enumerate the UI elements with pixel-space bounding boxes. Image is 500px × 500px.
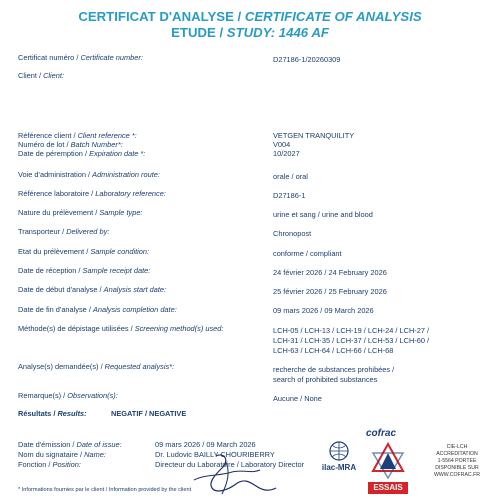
sample-condition-value: conforme / compliant <box>273 249 342 258</box>
requested-analysis-label: Analyse(s) demandée(s) / Requested analysis*: <box>18 362 175 371</box>
accreditation-line-5: WWW.COFRAC.FR <box>433 472 481 478</box>
sample-condition-label: Etat du prélèvement / Sample condition: <box>18 247 150 256</box>
client-info-footnote: * Informations fournies par le client / Information provided by the client <box>18 487 192 493</box>
sample-receipt-date-label: Date de réception / Sample receipt date: <box>18 266 151 275</box>
analysis-completion-date-label: Date de fin d'analyse / Analysis completion date: <box>18 305 177 314</box>
issue-date-label: Date d'émission / Date of issue: <box>18 440 122 449</box>
requested-analysis-line-2: search of prohibited substances <box>273 375 378 384</box>
screening-methods-line-1: LCH-05 / LCH-13 / LCH-19 / LCH-24 / LCH-27 / <box>273 326 430 335</box>
results-label: Résultats / Results: <box>18 409 87 418</box>
observations-value: Aucune / None <box>273 394 322 403</box>
laboratory-reference-label: Référence laboratoire / Laboratory reference: <box>18 189 166 198</box>
ilac-mra-logo <box>316 440 362 474</box>
laboratory-reference-value: D27186-1 <box>273 191 306 200</box>
accreditation-line-3: 1-5564 PORTEE <box>437 458 477 464</box>
administration-route-label: Voie d'administration / Administration route: <box>18 170 160 179</box>
cofrac-emblem-icon <box>368 441 408 481</box>
issue-date-value: 09 mars 2026 / 09 March 2026 <box>155 440 256 449</box>
requested-analysis-line-1: recherche de substances prohibées / <box>273 365 395 374</box>
sample-type-value: urine et sang / urine and blood <box>273 210 373 219</box>
client-reference-label: Référence client / Client reference *: <box>18 131 137 140</box>
accreditation-line-1: CIE-LCH <box>446 444 468 450</box>
screening-methods-label: Méthode(s) de dépistage utilisées / Screening method(s) used: <box>18 324 224 333</box>
signatory-name-value: Dr. Ludovic BAILLY-CHOURIBERRY <box>155 450 275 459</box>
sample-type-label: Nature du prélèvement / Sample type: <box>18 208 143 217</box>
sample-receipt-date-value: 24 février 2026 / 24 February 2026 <box>273 268 387 277</box>
position-label: Fonction / Position: <box>18 460 81 469</box>
cofrac-essais-badge: ESSAIS <box>368 482 408 494</box>
results-value: NEGATIF / NEGATIVE <box>111 409 187 418</box>
certificate-number-value: D27186-1/20260309 <box>273 55 341 64</box>
screening-methods-line-3: LCH-63 / LCH-64 / LCH-66 / LCH-68 <box>273 346 394 355</box>
signatory-name-label: Nom du signataire / Name: <box>18 450 106 459</box>
certificate-title: CERTIFICAT D'ANALYSE / CERTIFICATE OF ANALYSIS <box>78 9 422 24</box>
analysis-start-date-value: 25 février 2026 / 25 February 2026 <box>273 287 387 296</box>
batch-number-value: V004 <box>273 140 291 149</box>
administration-route-value: orale / oral <box>273 172 308 181</box>
cofrac-text: cofrac <box>366 428 397 439</box>
certificate-number-label: Certificat numéro / Certificate number: <box>18 53 143 62</box>
ilac-mra-text: ilac-MRA <box>321 463 357 472</box>
analysis-start-date-label: Date de début d'analyse / Analysis start date: <box>18 285 167 294</box>
observations-label: Remarque(s) / Observation(s): <box>18 391 118 400</box>
position-value: Directeur du Laboratoire / Laboratory Director <box>155 460 305 469</box>
analysis-completion-date-value: 09 mars 2026 / 09 March 2026 <box>273 306 374 315</box>
study-title: ETUDE / STUDY: 1446 AF <box>171 25 329 40</box>
expiration-date-label: Date de péremption / Expiration date *: <box>18 149 146 158</box>
client-label: Client / Client: <box>18 71 65 80</box>
client-reference-value: VETGEN TRANQUILITY <box>273 131 355 140</box>
accreditation-line-2: ACCREDITATION <box>436 451 478 457</box>
accreditation-text <box>419 444 495 479</box>
expiration-date-value: 10/2027 <box>273 149 300 158</box>
delivered-by-label: Transporteur / Delivered by: <box>18 227 110 236</box>
screening-methods-line-2: LCH-31 / LCH-35 / LCH-37 / LCH-53 / LCH-60 / <box>273 336 430 345</box>
accreditation-line-4: DISPONIBLE SUR <box>435 465 479 471</box>
cofrac-logo <box>362 428 416 498</box>
handwritten-signature <box>186 452 278 498</box>
batch-number-label: Numéro de lot / Batch Number*: <box>18 140 123 149</box>
delivered-by-value: Chronopost <box>273 229 312 238</box>
